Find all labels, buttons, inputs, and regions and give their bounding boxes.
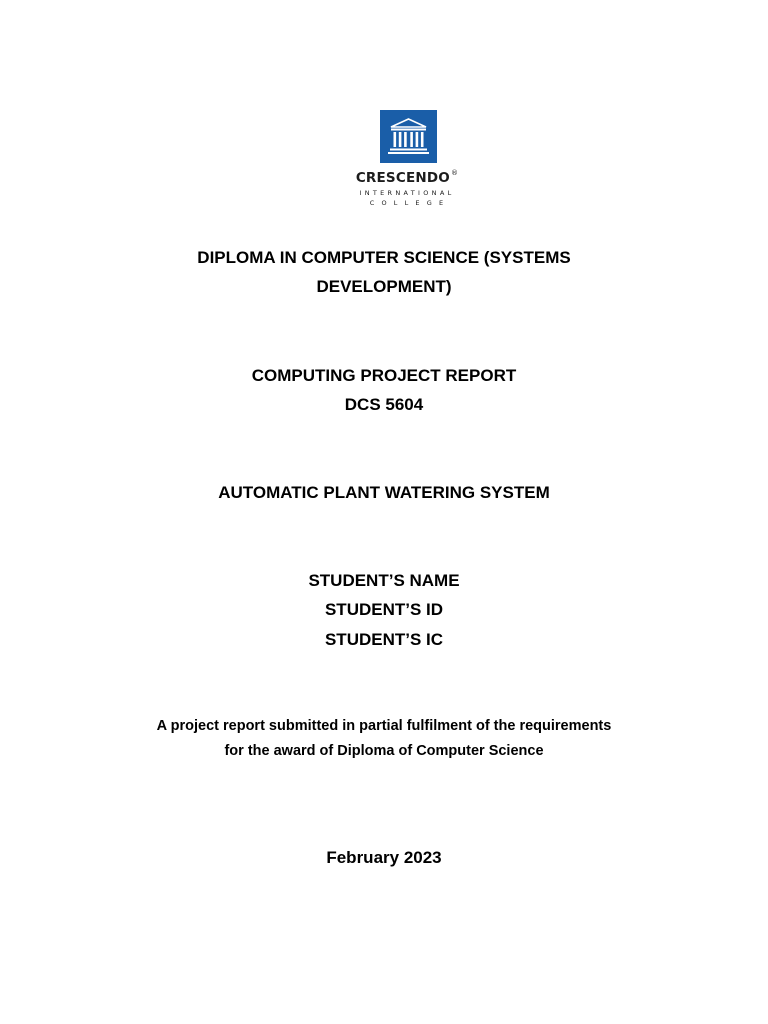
student-name: STUDENT’S NAME <box>308 571 460 590</box>
report-type: COMPUTING PROJECT REPORT <box>251 366 517 385</box>
course-code: DCS 5604 <box>344 395 424 414</box>
student-ic: STUDENT’S IC <box>324 630 444 649</box>
logo-college-name: CRESCENDO® <box>355 169 459 186</box>
submission-date: February 2023 <box>326 848 442 867</box>
student-id: STUDENT’S ID <box>324 600 444 619</box>
logo-subtitle-college: COLLEGE <box>369 199 451 207</box>
submission-statement-line1: A project report submitted in partial fulfilment of the requirements <box>156 718 612 734</box>
program-title-line1: DIPLOMA IN COMPUTER SCIENCE (SYSTEMS <box>197 248 571 267</box>
college-logo <box>348 104 466 210</box>
logo-subtitle-international: INTERNATIONAL <box>359 189 455 197</box>
project-title: AUTOMATIC PLANT WATERING SYSTEM <box>218 483 550 502</box>
program-title-line2: DEVELOPMENT) <box>316 277 452 296</box>
registered-mark: ® <box>450 169 459 177</box>
submission-statement-line2: for the award of Diploma of Computer Science <box>224 743 544 759</box>
college-building-icon <box>380 110 437 163</box>
